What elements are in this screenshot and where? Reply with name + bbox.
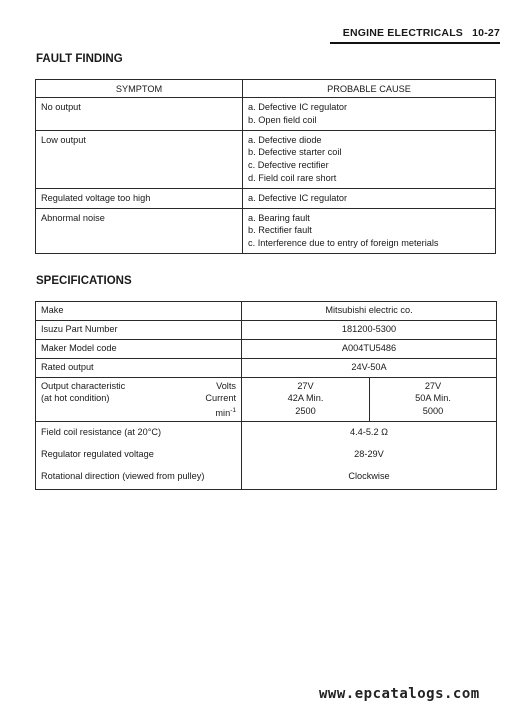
output-characteristic-label — [36, 378, 242, 422]
table-row — [36, 130, 496, 188]
cause-item: a. Defective IC regulator — [248, 192, 348, 203]
cause-cell — [243, 208, 496, 253]
fault-finding-title: FAULT FINDING — [36, 53, 123, 65]
output-characteristic-row — [36, 378, 497, 422]
spec-value: 24V-50A — [242, 359, 497, 378]
cause-item: a. Defective diode — [248, 134, 322, 145]
output-label-line-2: (at hot condition) — [41, 393, 110, 404]
output-volts-a: 27V — [297, 381, 314, 391]
symptom-cell: Regulated voltage too high — [36, 188, 243, 208]
cause-item: a. Bearing fault — [248, 212, 310, 223]
cause-cell — [243, 130, 496, 188]
fault-header-row — [36, 80, 496, 98]
output-label-line-1: Output characteristic — [41, 381, 126, 391]
cause-item: c. Defective rectifier — [248, 160, 329, 171]
table-row — [36, 98, 496, 131]
specifications-title: SPECIFICATIONS — [36, 275, 132, 287]
table-row — [36, 302, 497, 321]
output-current-a: 42A Min. — [287, 393, 324, 404]
spec-value: 181200-5300 — [242, 321, 497, 340]
spec-label: Field coil resistance (at 20°C) — [36, 422, 242, 443]
spec-label: Isuzu Part Number — [36, 321, 242, 340]
table-row — [36, 359, 497, 378]
cause-item: b. Rectifier fault — [248, 225, 312, 236]
watermark: www.epcatalogs.com — [319, 686, 480, 702]
cause-cell — [243, 188, 496, 208]
header-rule — [330, 42, 500, 44]
spec-label: Maker Model code — [36, 340, 242, 359]
cause-cell — [243, 98, 496, 131]
cause-column-header: PROBABLE CAUSE — [243, 80, 496, 98]
page-header — [330, 27, 500, 39]
table-row — [36, 442, 497, 464]
output-column-a — [242, 378, 370, 422]
spec-value: 28-29V — [242, 442, 497, 464]
spec-value: Clockwise — [242, 464, 497, 490]
symptom-column-header: SYMPTOM — [36, 80, 243, 98]
page-number: 10-27 — [472, 27, 500, 39]
cause-item: d. Field coil rare short — [248, 172, 337, 183]
spec-label: Make — [36, 302, 242, 321]
unit-current: Current — [205, 393, 236, 404]
symptom-cell: Low output — [36, 130, 243, 188]
symptom-cell: No output — [36, 98, 243, 131]
table-row — [36, 188, 496, 208]
table-row — [36, 464, 497, 490]
output-rpm-b: 5000 — [422, 405, 444, 416]
spec-label: Rated output — [36, 359, 242, 378]
cause-item: b. Defective starter coil — [248, 147, 342, 158]
unit-rpm: $\min^{-1}$ — [215, 406, 236, 418]
spec-value: A004TU5486 — [242, 340, 497, 359]
spec-label: Regulator regulated voltage — [36, 442, 242, 464]
output-column-b — [370, 378, 497, 422]
spec-value: Mitsubishi electric co. — [242, 302, 497, 321]
output-rpm-a: 2500 — [295, 405, 316, 416]
symptom-cell: Abnormal noise — [36, 208, 243, 253]
cause-item: c. Interference due to entry of foreign meterials — [248, 238, 439, 249]
table-row — [36, 321, 497, 340]
spec-value: 4.4-5.2 Ω — [242, 422, 497, 443]
cause-item: b. Open field coil — [248, 114, 317, 125]
table-row — [36, 422, 497, 443]
output-current-b: 50A Min. — [415, 393, 451, 404]
section-title: ENGINE ELECTRICALS — [342, 27, 464, 39]
unit-volts: Volts — [216, 381, 236, 391]
table-row — [36, 208, 496, 253]
table-row — [36, 340, 497, 359]
spec-label: Rotational direction (viewed from pulley) — [36, 464, 242, 490]
fault-finding-table — [35, 79, 496, 254]
cause-item: a. Defective IC regulator — [248, 102, 348, 112]
output-volts-b: 27V — [424, 381, 442, 391]
specifications-table — [35, 301, 497, 490]
